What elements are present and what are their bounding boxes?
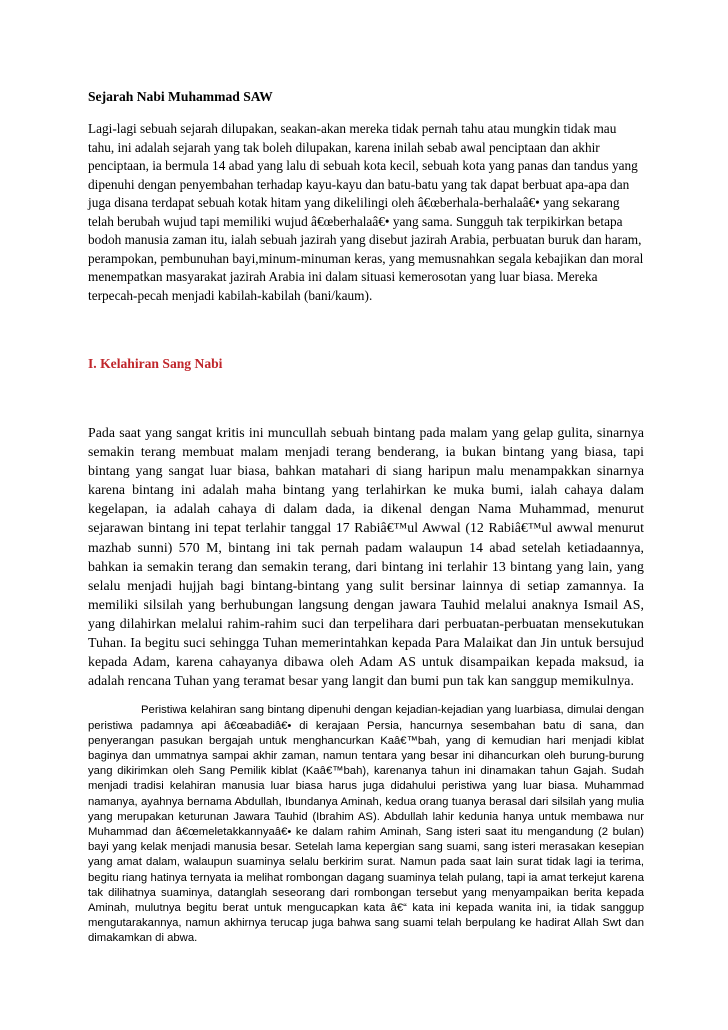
document-title: Sejarah Nabi Muhammad SAW <box>88 89 273 104</box>
section-heading: I. Kelahiran Sang Nabi <box>88 356 223 371</box>
intro-paragraph: Lagi-lagi sebuah sejarah dilupakan, seakan-akan mereka tidak pernah tahu atau mungkin tidak mau tahu, ini adalah sejarah yang tak boleh dilupakan, karena inilah sebab awal penciptaan dan akhir penciptaan, ia bermula 14 abad yang lalu di sebuah kota kecil, sebuah kota yang panas dan tandus yang dipenuhi dengan penyembahan terhadap kayu-kayu dan batu-batu yang tak dapat berbuat apa-apa dan juga disana terdapat sebuah kotak hitam yang dikelilingi oleh â€œberhala-berhalaâ€• yang sekarang telah berubah wujud tapi memiliki wujud â€œberhalaâ€• yang sama. Sungguh tak terpikirkan betapa bodoh manusia zaman itu, ialah sebuah jazirah yang disebut jazirah Arabia, perbuatan buruk dan haram, perampokan, pembunuhan bayi,minum-minuman keras, yang memusnahkan segala kebajikan dan moral menempatkan masyarakat jazirah Arabia ini dalam situasi kemerosotan yang luar biasa. Mereka terpecah-pecah menjadi kabilah-kabilah (bani/kaum). <box>88 121 644 303</box>
section-paragraph-2: Peristiwa kelahiran sang bintang dipenuhi dengan kejadian-kejadian yang luarbiasa, dimulai dengan peristiwa padamnya api â€œabadiâ€• di kerajaan Persia, hancurnya sesembahan batu di sana, dan penyerangan pasukan bergajah untuk menghancurkan Kaâ€™bah, yang di kemudian hari menjadi kiblat baginya dan ummatnya sampai akhir zaman, namun tentara yang besar ini dihancurkan oleh burung-burung yang dikirimkan oleh Sang Pemilik kiblat (Kaâ€™bah), karenanya tahun ini dinamakan tahun Gajah. Sudah menjadi tradisi kelahiran manusia luar biasa harus juga didahului peristiwa yang luar biasa. Muhammad namanya, ayahnya bernama Abdullah, Ibundanya Aminah, kedua orang tuanya berasal dari silsilah yang mulia yang merupakan keturunan Jawara Tauhid (Ibrahim AS). Abdullah lahir kedunia hanya untuk membawa nur Muhammad dan â€œmeletakkannyaâ€• ke dalam rahim Aminah, Sang isteri saat itu mengandung (2 bulan) bayi yang kelak menjadi manusia besar. Setelah lama kepergian sang suami, sang isteri merasakan kesepian yang amat dalam, walaupun suaminya selalu berkirim surat. Namun pada saat lain surat tidak lagi ia terima, begitu riang hatinya ternyata ia melihat rombongan dagang suaminya telah pulang, tapi ia amat terkejut karena tak dilihatnya suaminya, datanglah seseorang dari rombongan tersebut yang menyampaikan berita kepada Aminah, mulutnya begitu berat untuk mengucapkan kata â€“ kata ini kepada wanita ini, ia tidak sanggup mengutarakannya, namun akhirnya terucap juga bahwa sang suami telah berpulang ke hadirat Allah Swt dan dimakamkan di abwa. <box>88 704 644 945</box>
section-paragraph-1: Pada saat yang sangat kritis ini muncullah sebuah bintang pada malam yang gelap gulita, sinarnya semakin terang membuat malam menjadi terang benderang, ia bukan bintang yang biasa, tapi bintang yang sangat luar biasa, bahkan matahari di siang haripun malu menampakkan sinarnya karena bintang ini adalah maha bintang yang terlahirkan ke muka bumi, ialah cahaya dalam kegelapan, ia adalah cahaya di dalam dada, ia dikenal dengan Nama Muhammad, menurut sejarawan bintang ini tepat terlahir tanggal 17 Rabiâ€™ul Awwal (12 Rabiâ€™ul awwal menurut mazhab sunni) 570 M, bintang ini tak pernah padam walaupun 14 abad setelah ketiadaannya, bahkan ia semakin terang dan semakin terang, dari bintang ini terlahir 13 bintang yang lain, yang selalu menjadi hujjah bagi bintang-bintang yang sulit bersinar lainnya di setiap zamannya. Ia memiliki silsilah yang berhubungan langsung dengan jawara Tauhid melalui anaknya Ismail AS, yang dilahirkan melalui rahim-rahim suci dan terpelihara dari perbuatan-perbuatan mensekutukan Tuhan. Ia begitu suci sehingga Tuhan memerintahkan kepada Para Malaikat dan Jin untuk bersujud kepada Adam, karena cahayanya dibawa oleh Adam AS untuk disampaikan kepada maksud, ia adalah rencana Tuhan yang teramat besar yang langit dan bumi pun tak kan sanggup memikulnya. <box>88 425 644 689</box>
